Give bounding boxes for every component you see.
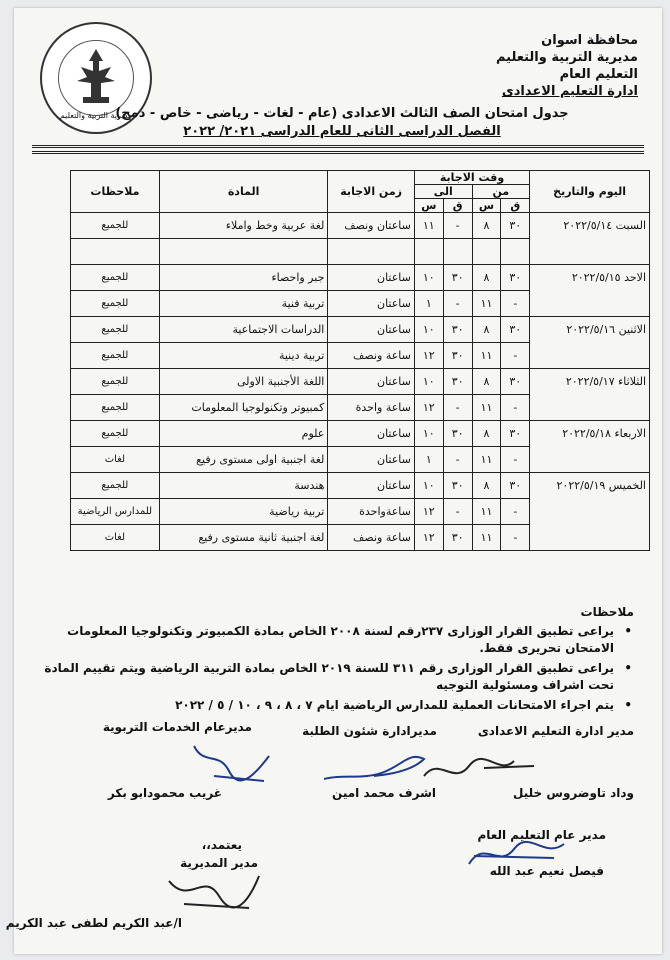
header-from: من [472,185,530,199]
duration-cell [328,239,415,265]
from-hours-cell: ٨ [472,213,501,239]
from-minutes-cell: - [501,343,530,369]
duration-cell: ساعة ونصف [328,525,415,551]
to-minutes-cell [443,239,472,265]
logo-caption: مديرية التربية والتعليم [59,111,133,120]
signer-name-general: فيصل نعيم عبد الله [489,864,604,878]
header-subject: المادة [159,171,328,213]
note-cell: للجميع [71,317,160,343]
note-item [44,697,634,714]
note-cell: للمدارس الرياضية [71,499,160,525]
header-day-date: اليوم والتاريخ [530,171,650,213]
day-date-cell: السبت ٢٠٢٢/٥/١٤ [530,213,650,265]
to-minutes-cell: - [443,213,472,239]
note-item [44,623,634,657]
from-minutes-cell: - [501,291,530,317]
subject-cell: لغة اجنبية ثانية مستوى رفيع [159,525,328,551]
duration-cell: ساعة ونصف [328,343,415,369]
note-cell: لغات [71,447,160,473]
from-hours-cell: ١١ [472,499,501,525]
header-duration: زمن الاجابة [328,171,415,213]
from-minutes-cell: ٣٠ [501,213,530,239]
duration-cell: ساعتان [328,473,415,499]
document-title: جدول امتحان الصف الثالث الاعدادى (عام - لغات - رياضى - خاص - دمج) [115,106,569,121]
note-text: يتم اجراء الامتحانات العملية للمدارس الرياضية ايام ٧ ، ٨ ، ٩ ، ١٠ / ٥ / ٢٠٢٢ [175,698,614,712]
subject-cell: تربية رياضية [159,499,328,525]
duration-cell: ساعتان [328,265,415,291]
subject-cell: الدراسات الاجتماعية [159,317,328,343]
from-minutes-cell: - [501,395,530,421]
to-minutes-cell: - [443,499,472,525]
schedule-row [71,473,650,499]
to-minutes-cell: ٣٠ [443,421,472,447]
from-hours-cell: ١١ [472,395,501,421]
document-subtitle: الفصل الدراسى الثانى للعام الدراسى ٢٠٢١/ ٢٠٢٢ [183,124,501,139]
header-to: الى [414,185,472,199]
signer-title-students: مديرادارة شئون الطلبة [302,724,437,738]
to-hours-cell: ١٠ [414,265,443,291]
from-hours-cell: ١١ [472,447,501,473]
header-from-hours: س [472,199,501,213]
to-minutes-cell: ٣٠ [443,265,472,291]
subject-cell: جبر واحصاء [159,265,328,291]
to-hours-cell: ١٠ [414,317,443,343]
signature-directorate [154,866,274,916]
bullet-icon: • [624,624,632,638]
day-date-cell: الاربعاء ٢٠٢٢/٥/١٨ [530,421,650,473]
from-minutes-cell: - [501,447,530,473]
signer-title-services: مديرعام الخدمات التربوية [102,720,252,734]
directorate-header [478,32,638,100]
header-directorate: مديرية التربية والتعليم [495,50,638,65]
signer-name-directorate: ا/عبد الكريم لطفى عبد الكريم [5,916,182,930]
header-governorate: محافظة اسوان [541,33,638,48]
to-minutes-cell: - [443,395,472,421]
to-hours-cell: ١٢ [414,395,443,421]
note-cell: للجميع [71,473,160,499]
note-text: يراعى تطبيق القرار الوزارى رقم ٣١١ للسنة ٢٠١٩ الخاص بمادة التربية الرياضية ويتم تقييم المادة تحت اشراف ومسئولية التوجيه [44,661,614,692]
bullet-icon: • [624,698,632,712]
to-minutes-cell: ٣٠ [443,525,472,551]
from-hours-cell: ٨ [472,265,501,291]
header-to-hours: س [414,199,443,213]
day-date-cell: الاحد ٢٠٢٢/٥/١٥ [530,265,650,317]
from-minutes-cell: - [501,525,530,551]
duration-cell: ساعتان ونصف [328,213,415,239]
to-hours-cell: ١٠ [414,421,443,447]
to-hours-cell: ١ [414,291,443,317]
signer-name-students: اشرف محمد امين [332,786,436,800]
to-hours-cell: ١٢ [414,525,443,551]
to-hours-cell [414,239,443,265]
subject-cell: علوم [159,421,328,447]
from-minutes-cell: ٣٠ [501,317,530,343]
eagle-emblem-icon [59,41,133,115]
header-prep-admin: ادارة التعليم الاعدادى [501,84,638,99]
notes-section [44,604,634,717]
day-date-cell: الاثنين ٢٠٢٢/٥/١٦ [530,317,650,369]
from-hours-cell: ١١ [472,525,501,551]
schedule-body [71,213,650,551]
header-answer-time: وقت الاجابة [414,171,529,185]
to-hours-cell: ١ [414,447,443,473]
duration-cell: ساعتان [328,421,415,447]
from-hours-cell [472,239,501,265]
approval-label: يعتمد،، [201,838,242,852]
to-minutes-cell: ٣٠ [443,473,472,499]
subject-cell: تربية دينية [159,343,328,369]
subject-cell: كمبيوتر وتكنولوجيا المعلومات [159,395,328,421]
from-minutes-cell: ٣٠ [501,421,530,447]
note-cell: للجميع [71,343,160,369]
subject-cell [159,239,328,265]
to-hours-cell: ١٠ [414,369,443,395]
divider-line [32,151,644,154]
subject-cell: اللغة الأجنبية الاولى [159,369,328,395]
to-hours-cell: ١٢ [414,343,443,369]
document-page [5,8,662,954]
schedule-row [71,265,650,291]
from-minutes-cell [501,239,530,265]
signature-students [314,744,444,789]
from-hours-cell: ٨ [472,473,501,499]
signer-title-prep: مدير ادارة التعليم الاعدادى [477,724,634,738]
signer-title-general: مدير عام التعليم العام [477,828,606,842]
note-cell [71,239,160,265]
from-minutes-cell: ٣٠ [501,473,530,499]
note-cell: للجميع [71,265,160,291]
note-cell: لغات [71,525,160,551]
seal-inner-ring [58,40,134,116]
to-minutes-cell: ٣٠ [443,343,472,369]
note-item [44,660,634,694]
schedule-row [71,213,650,239]
signature-services [174,736,284,791]
day-date-cell: الثلاثاء ٢٠٢٢/٥/١٧ [530,369,650,421]
header-general-education: التعليم العام [559,67,638,82]
subject-cell: لغة اجنبية اولى مستوى رفيع [159,447,328,473]
signer-title-directorate: مدير المديرية [180,856,258,870]
duration-cell: ساعتان [328,447,415,473]
note-cell: للجميع [71,421,160,447]
note-cell: للجميع [71,395,160,421]
duration-cell: ساعتان [328,317,415,343]
from-hours-cell: ١١ [472,343,501,369]
duration-cell: ساعةواحدة [328,499,415,525]
header-from-minutes: ق [501,199,530,213]
notes-heading: ملاحظات [580,605,634,619]
day-date-cell: الخميس ٢٠٢٢/٥/١٩ [530,473,650,551]
to-hours-cell: ١١ [414,213,443,239]
from-minutes-cell: - [501,499,530,525]
duration-cell: ساعتان [328,291,415,317]
to-minutes-cell: ٣٠ [443,317,472,343]
to-hours-cell: ١٢ [414,499,443,525]
signer-name-services: غريب محمودابو بكر [107,786,222,800]
header-to-minutes: ق [443,199,472,213]
from-hours-cell: ٨ [472,421,501,447]
schedule-row [71,421,650,447]
bullet-icon: • [624,661,632,675]
to-minutes-cell: - [443,447,472,473]
to-minutes-cell: ٣٠ [443,369,472,395]
duration-cell: ساعة واحدة [328,395,415,421]
duration-cell: ساعتان [328,369,415,395]
subject-cell: هندسة [159,473,328,499]
schedule-row [71,317,650,343]
note-text: يراعى تطبيق القرار الوزارى ٢٣٧رقم لسنة ٢٠٠٨ الخاص بمادة الكمبيوتر وتكنولوجيا المعلومات الامتحان تحريرى فقط. [67,624,614,655]
signer-name-prep: وداد تاوضروس خليل [513,786,634,800]
exam-schedule-table [70,170,650,551]
note-cell: للجميع [71,291,160,317]
subject-cell: تربية فنية [159,291,328,317]
note-cell: للجميع [71,369,160,395]
schedule-row [71,369,650,395]
divider-line [32,145,644,148]
from-hours-cell: ٨ [472,317,501,343]
from-hours-cell: ٨ [472,369,501,395]
from-minutes-cell: ٣٠ [501,265,530,291]
from-minutes-cell: ٣٠ [501,369,530,395]
header-notes: ملاحظات [71,171,160,213]
subject-cell: لغة عربية وخط واملاء [159,213,328,239]
from-hours-cell: ١١ [472,291,501,317]
to-hours-cell: ١٠ [414,473,443,499]
note-cell: للجميع [71,213,160,239]
to-minutes-cell: - [443,291,472,317]
